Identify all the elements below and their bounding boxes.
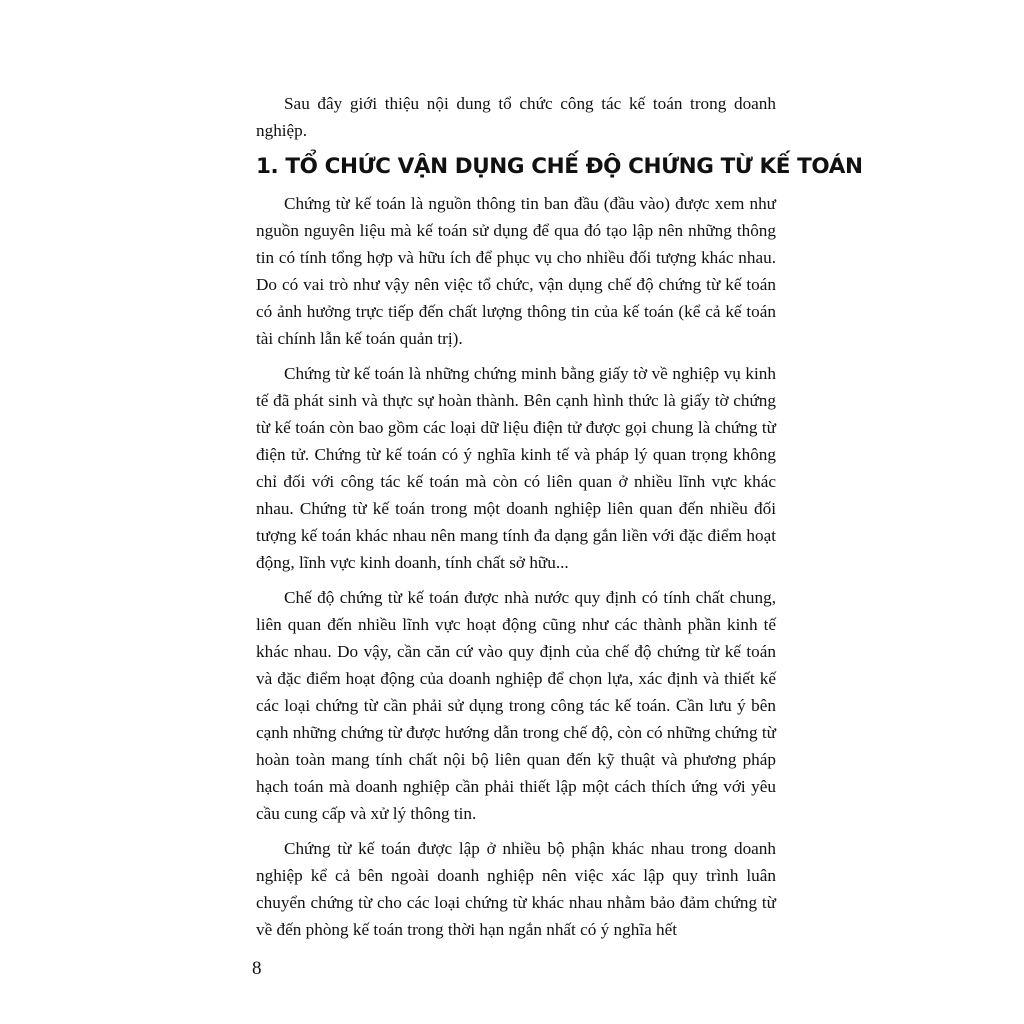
section-heading: 1. TỔ CHỨC VẬN DỤNG CHẾ ĐỘ CHỨNG TỪ KẾ TOÁN — [256, 154, 863, 179]
intro-paragraph: Sau đây giới thiệu nội dung tổ chức công tác kế toán trong doanh nghiệp. — [256, 94, 776, 140]
body-paragraph-1: Chứng từ kế toán là nguồn thông tin ban đầu (đầu vào) được xem như nguồn nguyên liệu mà kế toán sử dụng để qua đó tạo lập nên những thông tin có tính tổng hợp và hữu ích để phục vụ cho nhiều đối tượng khác nhau. Do có vai trò như vậy nên việc tổ chức, vận dụng chế độ chứng từ kế toán có ảnh hưởng trực tiếp đến chất lượng thông tin của kế toán (kể cả kế toán tài chính lẫn kế toán quản trị). — [256, 194, 776, 348]
body-paragraph-2: Chứng từ kế toán là những chứng minh bằng giấy tờ về nghiệp vụ kinh tế đã phát sinh và thực sự hoàn thành. Bên cạnh hình thức là giấy tờ chứng từ kế toán còn bao gồm các loại dữ liệu điện tử được gọi chung là chứng từ điện tử. Chứng từ kế toán có ý nghĩa kinh tế và pháp lý quan trọng không chỉ đối với công tác kế toán mà còn có liên quan ở nhiều lĩnh vực khác nhau. Chứng từ kế toán trong một doanh nghiệp liên quan đến nhiều đối tượng kế toán khác nhau nên mang tính đa dạng gắn liền với đặc điểm hoạt động, lĩnh vực kinh doanh, tính chất sở hữu... — [256, 364, 776, 572]
body-paragraph-4: Chứng từ kế toán được lập ở nhiều bộ phận khác nhau trong doanh nghiệp kể cả bên ngoài doanh nghiệp nên việc xác lập quy trình luân chuyển chứng từ cho các loại chứng từ khác nhau nhằm bảo đảm chứng từ về đến phòng kế toán trong thời hạn ngắn nhất có ý nghĩa hết — [256, 839, 776, 939]
body-paragraph-3: Chế độ chứng từ kế toán được nhà nước quy định có tính chất chung, liên quan đến nhiều lĩnh vực hoạt động cũng như các thành phần kinh tế khác nhau. Do vậy, cần căn cứ vào quy định của chế độ chứng từ kế toán và đặc điểm hoạt động của doanh nghiệp để chọn lựa, xác định và thiết kế các loại chứng từ cần phải sử dụng trong công tác kế toán. Cần lưu ý bên cạnh những chứng từ được hướng dẫn trong chế độ, còn có những chứng từ hoàn toàn mang tính chất nội bộ liên quan đến kỹ thuật và phương pháp hạch toán mà doanh nghiệp cần phải thiết lập một cách thích ứng với yêu cầu cung cấp và xử lý thông tin. — [256, 588, 776, 823]
page-number: 8 — [252, 958, 262, 979]
page-body — [256, 90, 863, 943]
